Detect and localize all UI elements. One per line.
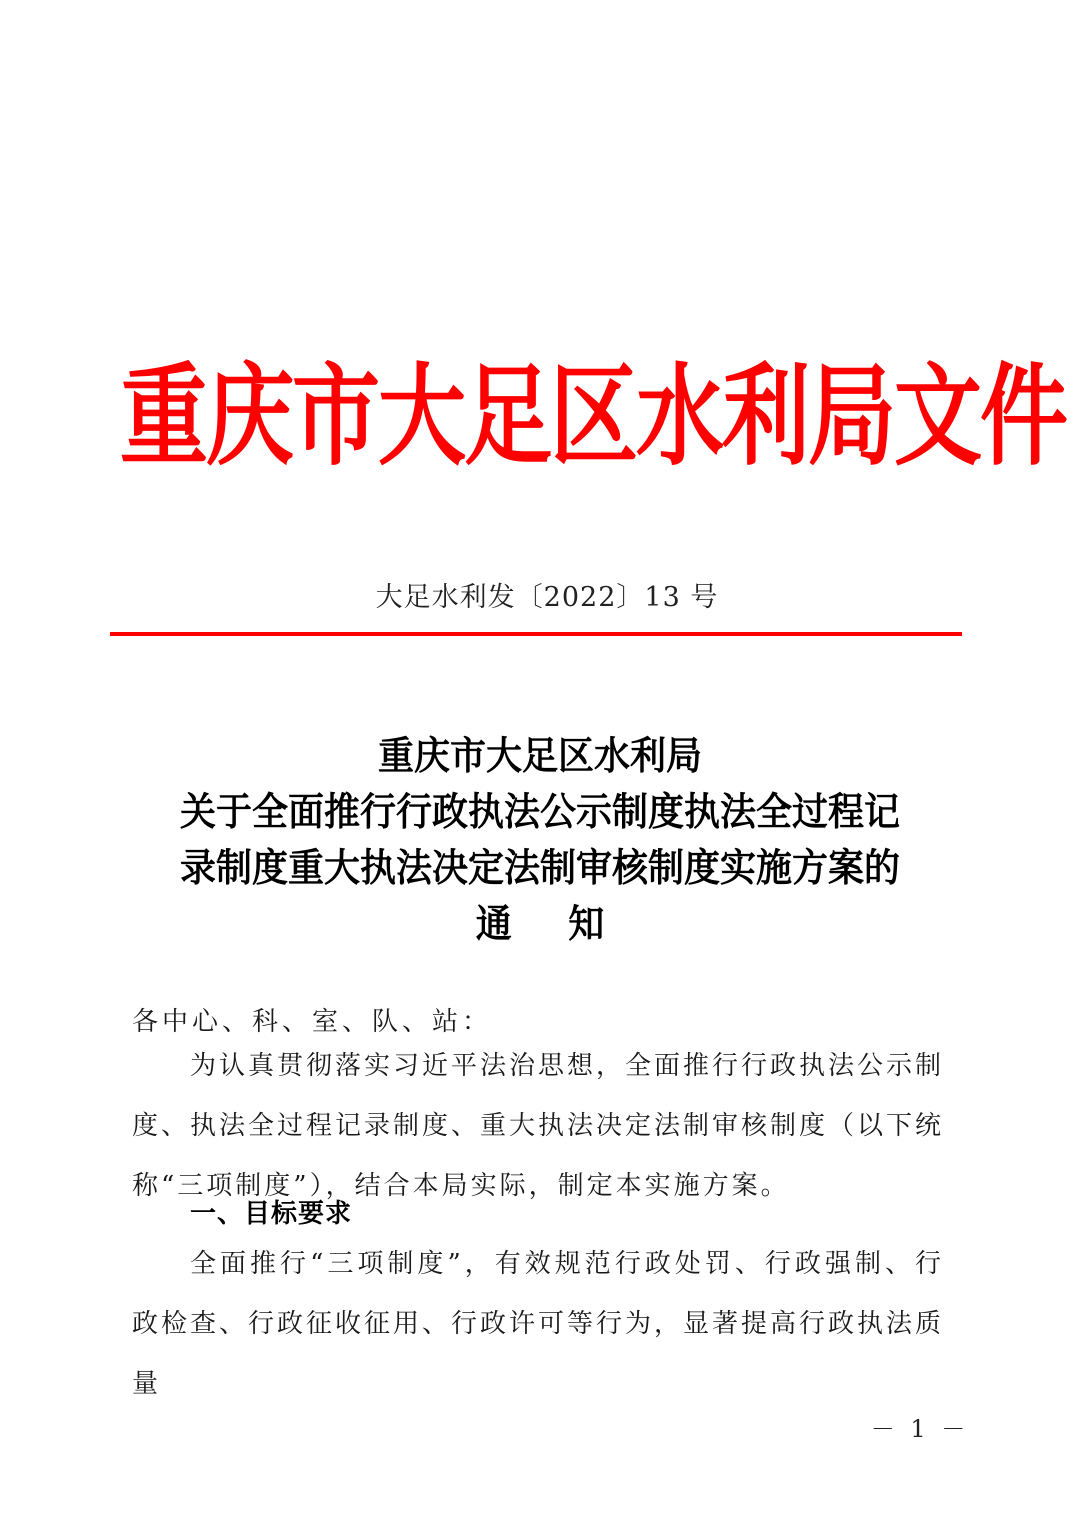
section-paragraph-objectives: 全面推行“三项制度”，有效规范行政处罚、行政强制、行政检查、行政征收征用、行政许可等行为，显著提高行政执法质量	[132, 1249, 945, 1399]
issuer-red-header: 重庆市大足区水利局文件	[120, 352, 1067, 481]
salutation: 各中心、科、室、队、站：	[132, 1007, 493, 1037]
title-line-subject-1: 关于全面推行行政执法公示制度执法全过程记	[179, 789, 900, 835]
title-line-issuer: 重庆市大足区水利局	[377, 733, 702, 779]
red-separator-line	[110, 632, 962, 636]
title-line-subject-2: 录制度重大执法决定法制审核制度实施方案的	[179, 845, 900, 891]
intro-paragraph: 为认真贯彻落实习近平法治思想，全面推行行政执法公示制度、执法全过程记录制度、重大执法决定法制审核制度（以下统称“三项制度”），结合本局实际，制定本实施方案。	[132, 1051, 945, 1201]
document-title	[120, 728, 960, 952]
title-line-notice: 通 知	[475, 901, 627, 947]
document-number: 大足水利发〔2022〕13 号	[375, 582, 719, 613]
section-heading-objectives: 一、目标要求	[190, 1199, 353, 1229]
page-number: － 1 －	[870, 1415, 970, 1443]
